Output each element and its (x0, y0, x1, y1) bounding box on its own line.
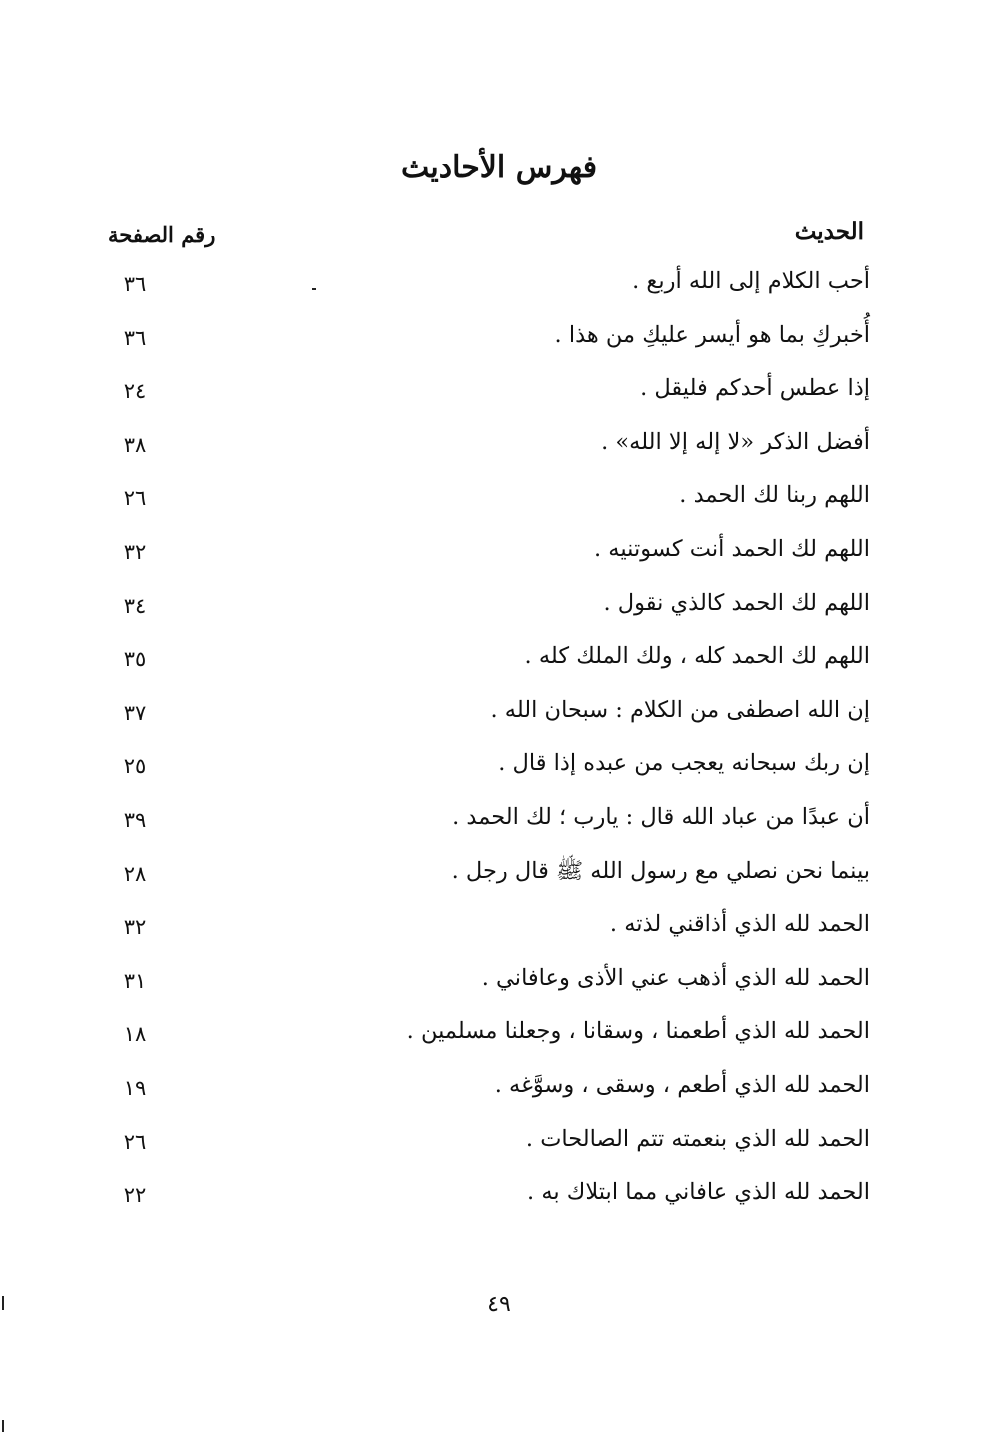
index-entry (0, 425, 998, 479)
entry-page-number: ٣٧ (123, 700, 147, 725)
index-entry (0, 586, 998, 640)
index-entry (0, 1175, 998, 1229)
index-entry (0, 1122, 998, 1176)
entry-page-number: ٣٦ (123, 272, 147, 296)
entry-page-number: ٢٦ (123, 1129, 147, 1154)
entry-text: إن ربك سبحانه يعجب من عبده إذا قال . (498, 750, 870, 777)
index-entry (0, 478, 998, 532)
index-entry (0, 961, 998, 1015)
entry-text: اللهم لك الحمد كله ، ولك الملك كله . (524, 643, 870, 670)
entry-page-number: ٢٨ (123, 861, 147, 886)
entry-page-number: ٣٢ (123, 915, 147, 940)
index-entry (0, 693, 998, 747)
page-number: ٤٩ (487, 1292, 511, 1317)
entry-text: إن الله اصطفى من الكلام : سبحان الله . (490, 696, 870, 723)
index-entry (0, 318, 998, 372)
entry-page-number: ٢٦ (123, 486, 147, 511)
index-entry (0, 1014, 998, 1068)
hadith-index-list (0, 264, 998, 1229)
index-entry (0, 854, 998, 908)
entry-text: اللهم لك الحمد أنت كسوتنيه . (594, 535, 870, 562)
page-title: فهرس الأحاديث (400, 150, 598, 185)
entry-page-number: ٣٦ (123, 325, 147, 350)
scan-artifact (2, 1296, 4, 1310)
index-entry (0, 264, 998, 318)
column-header-page-number: رقم الصفحة (108, 222, 216, 247)
entry-text: الحمد لله الذي أطعمنا ، وسقانا ، وجعلنا مسلمين . (406, 1018, 870, 1045)
index-entry (0, 639, 998, 693)
entry-text: الحمد لله الذي أذاقني لذته . (609, 911, 870, 938)
entry-page-number: ١٨ (123, 1022, 147, 1047)
entry-text: الحمد لله الذي أذهب عني الأذى وعافاني . (481, 964, 870, 991)
index-entry (0, 371, 998, 425)
entry-page-number: ٣٤ (123, 593, 147, 618)
index-entry (0, 800, 998, 854)
entry-page-number: ٢٥ (123, 754, 147, 779)
entry-page-number: ٣٩ (123, 807, 147, 832)
entry-page-number: ٣٥ (123, 647, 147, 672)
entry-text: الحمد لله الذي عافاني مما ابتلاك به . (527, 1179, 870, 1206)
entry-page-number: ٣٨ (123, 432, 147, 457)
scan-artifact (2, 1420, 4, 1432)
entry-text: أُخبركِ بما هو أيسر عليكِ من هذا . (554, 321, 870, 348)
entry-page-number: ١٩ (123, 1075, 147, 1100)
index-entry (0, 532, 998, 586)
entry-text: إذا عطس أحدكم فليقل . (640, 375, 870, 402)
entry-page-number: ٢٤ (123, 379, 147, 404)
entry-text: اللهم ربنا لك الحمد . (679, 482, 870, 509)
entry-page-number: ٣١ (123, 968, 147, 993)
entry-text: الحمد لله الذي بنعمته تتم الصالحات . (525, 1125, 870, 1152)
entry-text: أن عبدًا من عباد الله قال : يارب ؛ لك الحمد . (452, 803, 870, 830)
index-entry (0, 746, 998, 800)
entry-text: اللهم لك الحمد كالذي نقول . (603, 589, 870, 616)
entry-text: الحمد لله الذي أطعم ، وسقى ، وسوَّغه . (494, 1071, 870, 1098)
entry-page-number: ٢٢ (123, 1183, 147, 1208)
entry-page-number: ٣٢ (123, 539, 147, 564)
index-entry (0, 1068, 998, 1122)
index-entry (0, 907, 998, 961)
entry-text: أفضل الذكر «لا إله إلا الله» . (601, 428, 870, 455)
entry-text: أحب الكلام إلى الله أربع . (632, 268, 870, 294)
scan-artifact (312, 288, 316, 290)
entry-text: بينما نحن نصلي مع رسول الله ﷺ قال رجل . (451, 857, 870, 884)
column-header-hadith: الحديث (794, 218, 864, 245)
